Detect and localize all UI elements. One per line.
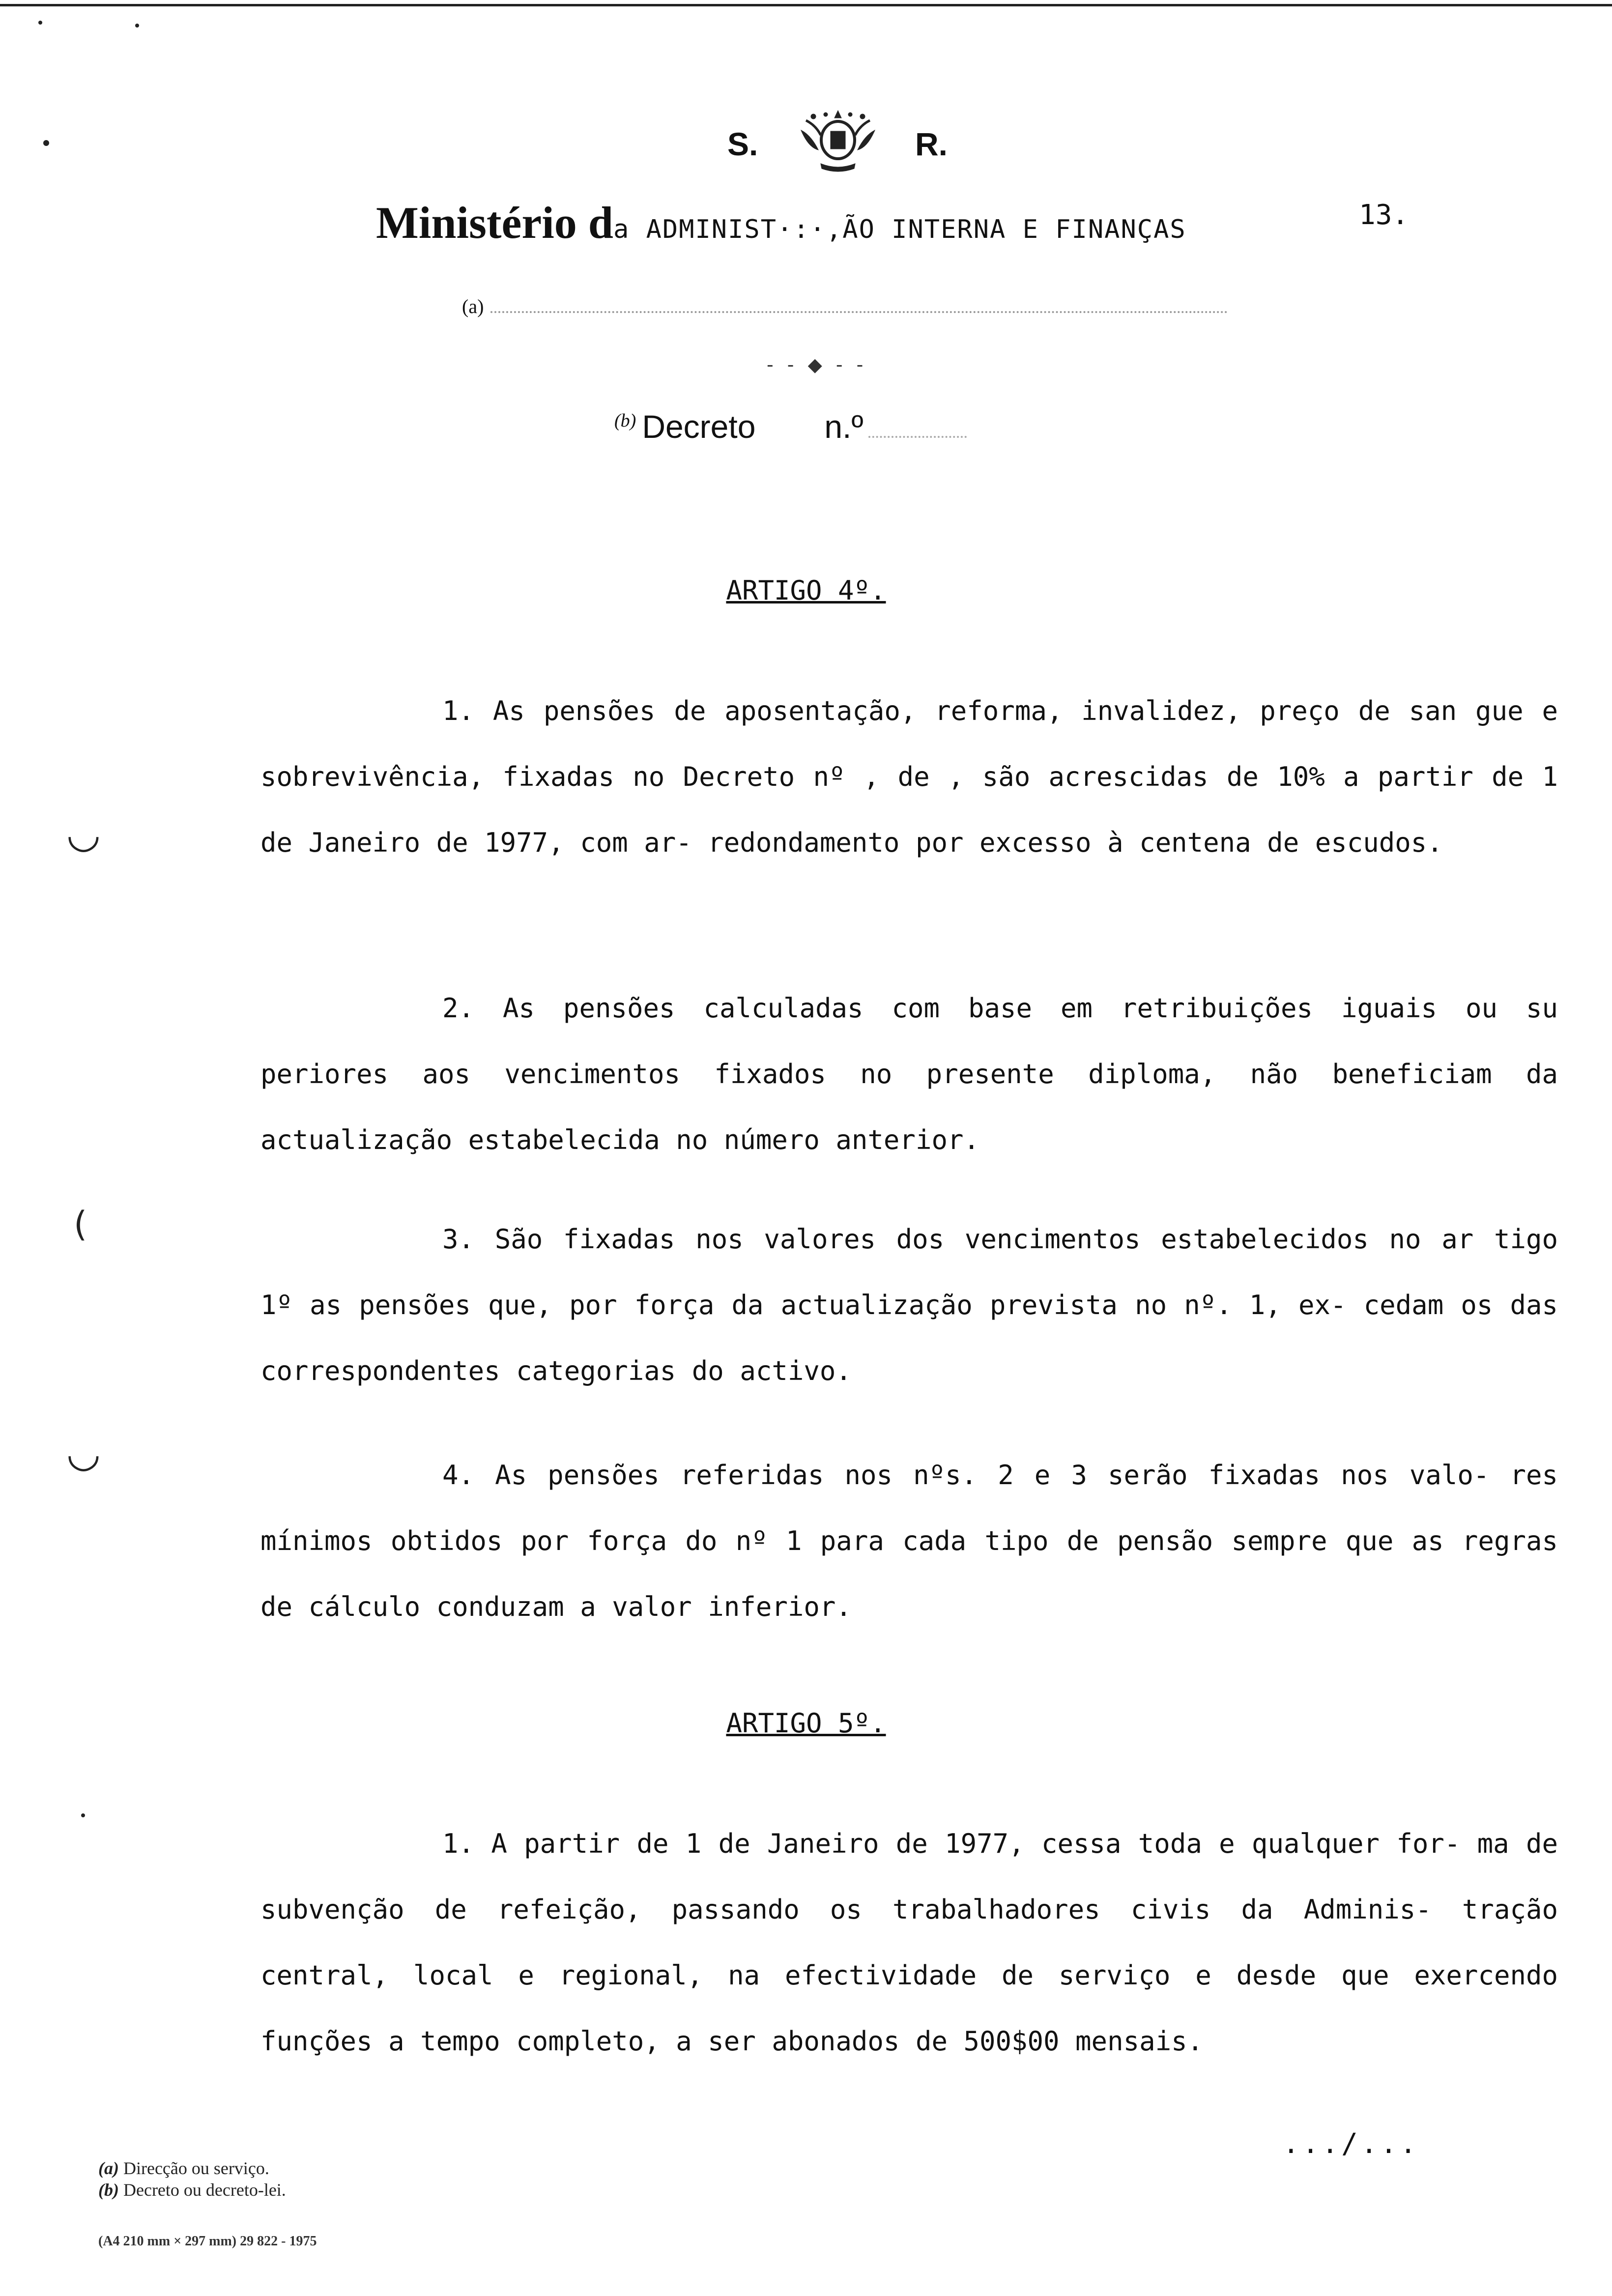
top-border-line [0,4,1612,6]
decree-number-label: n.º [824,408,864,445]
form-code: (A4 210 mm × 297 mm) 29 822 - 1975 [98,2234,317,2249]
scan-speck [38,21,42,25]
ornament-divider: - - ◆ - - [767,354,867,375]
directorate-mark: (a) [462,295,484,317]
page-number: 13. [1359,199,1409,231]
continuation-marker: .../... [1283,2128,1420,2160]
ministry-prefix: Ministério d [376,198,613,248]
margin-bracket-mark: ◡ [66,811,101,857]
scan-speck [135,24,139,28]
ministry-title [376,197,1186,249]
article-4-heading: ARTIGO 4º. [726,575,886,606]
state-header [0,106,1612,174]
article-5-paragraph-1: 1. A partir de 1 de Janeiro de 1977, cessa toda e qualquer for- ma de subvenção de refeição, passando os trabalhadores civis da Adminis- tração central, local e regional, na efectividade de serviço e desde que exercendo funções a tempo completo, a ser abonados de 500$00 mensais. [260,1828,1558,2057]
article-4-paragraph-4: 4. As pensões referidas nos nºs. 2 e 3 serão fixadas nos valo- res mínimos obtidos por força do nº 1 para cada tipo de pensão sempre que as regras de cálculo conduzam a valor inferior. [260,1460,1558,1622]
directorate-line [462,295,1228,318]
margin-bracket-mark: ( [74,1204,87,1244]
decree-line [614,408,967,445]
article-4-paragraph-3: 3. São fixadas nos valores dos vencimentos estabelecidos no ar tigo 1º as pensões que, por força da actualização prevista no nº. 1, ex- cedam os das correspondentes categorias do activo. [260,1224,1558,1386]
scan-speck [81,1813,85,1817]
coat-of-arms-icon [791,106,885,174]
sr-right-letter: R. [915,126,948,162]
margin-bracket-mark: ◡ [66,1430,101,1476]
directorate-blank [490,311,1228,313]
decree-label: Decreto [642,408,756,445]
decree-mark: (b) [614,410,636,431]
article-5-heading: ARTIGO 5º. [726,1708,886,1739]
article-4-paragraph-2: 2. As pensões calculadas com base em retribuições iguais ou su periores aos vencimentos fixados no presente diploma, não beneficiam da actualização estabelecida no número anterior. [260,993,1558,1155]
footnote-b: (b) Decreto ou decreto-lei. [98,2180,286,2200]
ministry-name: a ADMINIST·:·,ÃO INTERNA E FINANÇAS [613,215,1186,244]
decree-number-blank [868,436,967,438]
footnotes [98,2157,286,2201]
footnote-a: (a) Direcção ou serviço. [98,2158,269,2178]
article-4-paragraph-1: 1. As pensões de aposentação, reforma, invalidez, preço de san gue e sobrevivência, fixadas no Decreto nº , de , são acrescidas de 10% a partir de 1 de Janeiro de 1977, com ar- redondamento por excesso à centena de escudos. [260,695,1558,858]
sr-left-letter: S. [727,126,758,162]
